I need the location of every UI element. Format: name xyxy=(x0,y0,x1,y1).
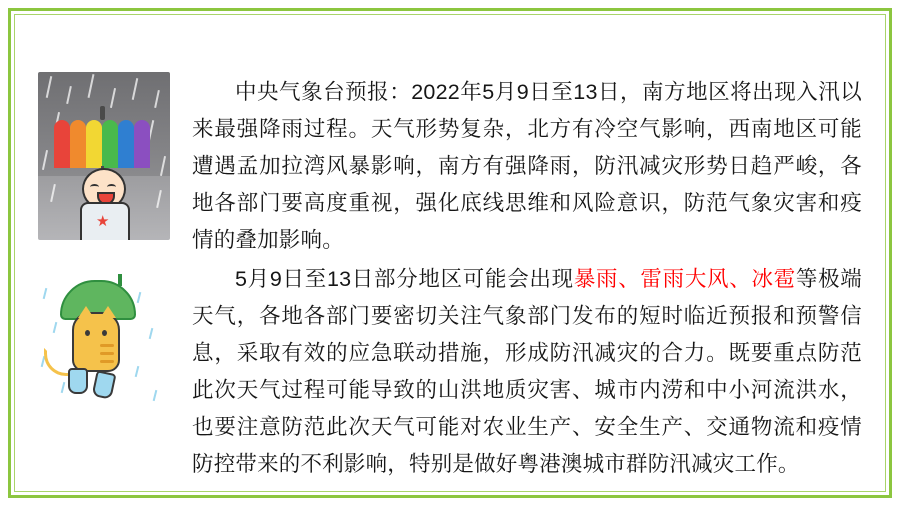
rain-boot-right xyxy=(92,370,117,400)
paragraph2-text-after: 等极端天气，各地各部门要密切关注气象部门发布的短时临近预报和预警信息，采取有效的应急联动措施，形成防汛减灾的合力。既要重点防范此次天气过程可能导致的山洪地质灾害、城市内涝和中小河流洪水，也要注意防范此次天气可能对农业生产、安全生产、交通物流和疫情防控带来的不利影响，特别是做好粤港澳城市群防汛减灾工作。 xyxy=(192,267,862,476)
cat-leaf-rain-illustration xyxy=(38,270,170,420)
paragraph2-text-before: 5月9日至13日部分地区可能会出现 xyxy=(235,267,574,291)
umbrella-canopy-icon xyxy=(54,120,150,168)
paragraph-forecast: 中央气象台预报：2022年5月9日至13日，南方地区将出现入汛以来最强降雨过程。天气形势复杂，北方有冷空气影响，西南地区可能遭遇孟加拉湾风暴影响，南方有强降雨，防汛减灾形势日趋严峻，各地各部门要高度重视，强化底线思维和风险意识，防范气象灾害和疫情的叠加影响。 xyxy=(192,80,862,252)
umbrella-tip-icon xyxy=(100,106,105,120)
illustration-column xyxy=(38,72,170,420)
body-text-column xyxy=(192,74,862,485)
umbrella-rain-illustration xyxy=(38,72,170,240)
star-icon: ★ xyxy=(96,213,110,230)
paragraph-extreme-weather xyxy=(192,261,862,483)
highlighted-weather-terms: 暴雨、雷雨大风、冰雹 xyxy=(573,267,796,291)
rain-boot-left xyxy=(68,368,88,394)
